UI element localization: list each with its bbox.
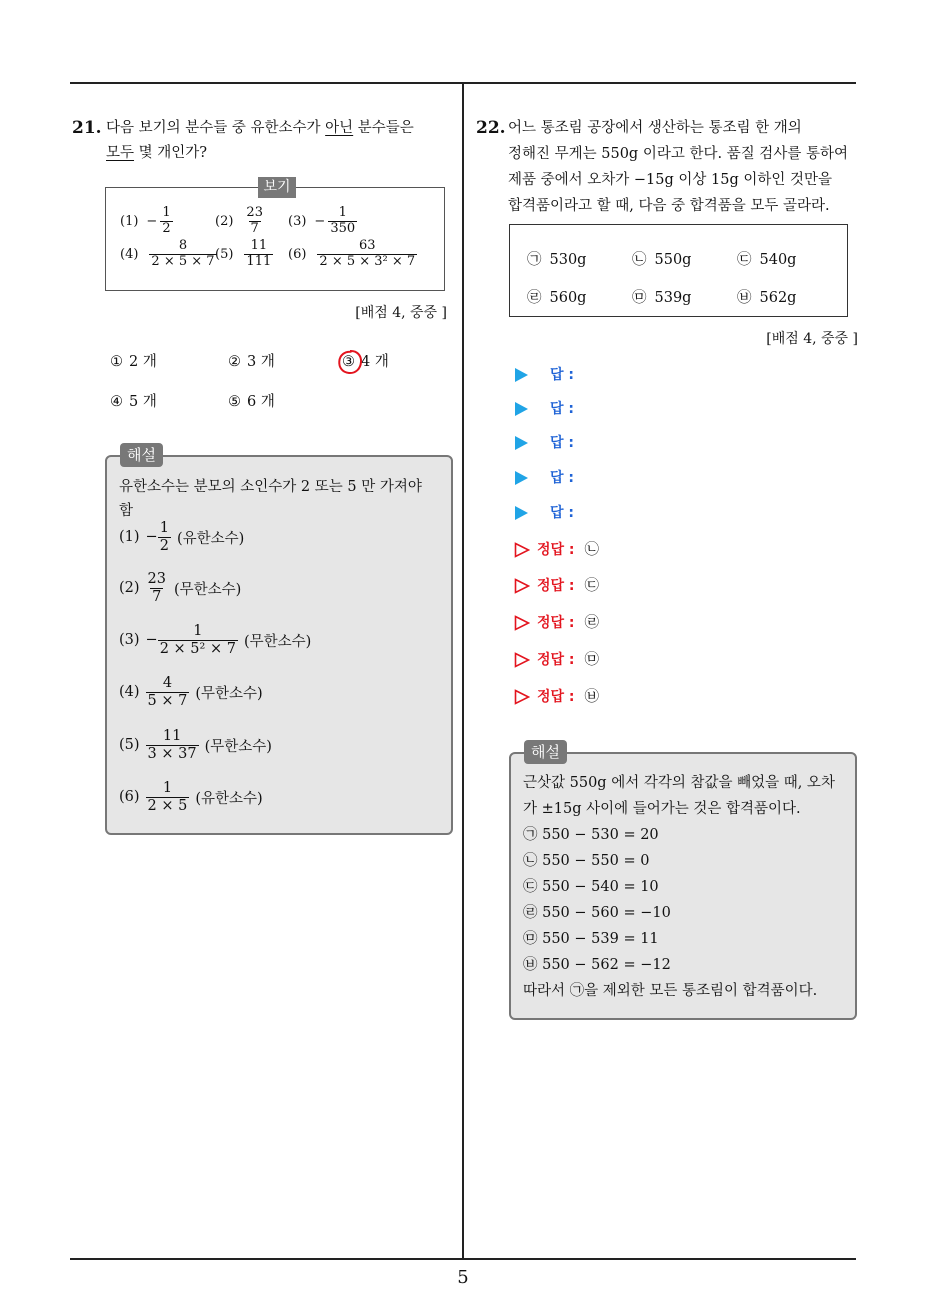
denominator: 350 <box>330 220 356 236</box>
option-3 <box>737 250 796 270</box>
denominator: 2 × 5 <box>147 797 188 814</box>
correct-answer-label: 정답 : <box>537 689 575 705</box>
item-label: (4) <box>120 246 139 262</box>
sign: − <box>145 529 158 546</box>
item-label: (5) <box>215 246 234 262</box>
choice-5 <box>228 392 275 412</box>
option-value: 550g <box>654 252 692 268</box>
explanation-line: ㉤ 550 − 539 = 11 <box>523 931 659 947</box>
correct-answer-value: ㉣ <box>584 615 600 631</box>
question-22-options-box <box>509 224 848 317</box>
selected-answer-circle-icon <box>337 349 363 375</box>
denominator: 2 <box>159 537 169 554</box>
choice-mark: ① <box>110 354 123 370</box>
explanation-item-6 <box>119 780 263 814</box>
item-note: (유한소수) <box>176 530 245 547</box>
correct-answer-label: 정답 : <box>537 578 575 594</box>
correct-answer-1 <box>514 540 599 560</box>
fraction <box>317 239 417 270</box>
bogi-item-1 <box>120 206 173 237</box>
correct-answer-3 <box>514 613 599 633</box>
answer-blank-3 <box>515 433 635 453</box>
option-mark: ㉣ <box>527 290 542 306</box>
fraction <box>149 239 216 270</box>
question-21-explanation-box <box>105 446 453 835</box>
item-label: (6) <box>119 789 140 806</box>
denominator: 2 × 5² × 7 <box>159 640 236 657</box>
option-mark: ㉠ <box>527 252 542 268</box>
denominator: 5 × 7 <box>147 692 188 709</box>
fraction <box>328 206 357 237</box>
fraction <box>158 520 171 554</box>
denominator: 3 × 37 <box>147 745 197 762</box>
play-triangle-icon <box>515 436 528 450</box>
explanation-line: ㉣ 550 − 560 = −10 <box>523 905 671 921</box>
question-22-line-3: 제품 중에서 오차가 −15g 이상 15g 이하인 것만을 <box>508 172 832 188</box>
question-22-score: [배점 4, 중중 ] <box>766 331 858 347</box>
answer-blank-5 <box>515 503 635 523</box>
denominator: 2 <box>162 220 171 236</box>
numerator: 4 <box>162 675 173 691</box>
numerator: 11 <box>162 728 182 744</box>
item-note: (유한소수) <box>195 790 263 807</box>
correct-answer-value: ㉥ <box>584 689 600 705</box>
correct-answer-5 <box>514 687 599 707</box>
choice-mark: ② <box>228 354 241 370</box>
answer-blank-1 <box>515 365 635 385</box>
bogi-item-6 <box>288 239 417 270</box>
choice-1 <box>110 352 157 372</box>
answer-label: 답 : <box>550 505 574 521</box>
item-label: (4) <box>119 684 140 701</box>
choice-text: 2 개 <box>129 354 157 370</box>
answer-blank-2 <box>515 399 635 419</box>
answer-label: 답 : <box>550 470 574 486</box>
explanation-item-5 <box>119 728 272 762</box>
explanation-item-4 <box>119 675 263 709</box>
choice-mark: ④ <box>110 394 123 410</box>
numerator: 1 <box>338 205 347 220</box>
outline-triangle-icon <box>514 578 530 594</box>
explanation-item-1 <box>119 520 244 554</box>
question-22-line-4: 합격품이라고 할 때, 다음 중 합격품을 모두 골라라. <box>508 198 830 214</box>
denominator: 7 <box>250 220 259 236</box>
text: 몇 개인가? <box>134 145 208 161</box>
bogi-item-5 <box>215 239 273 270</box>
play-triangle-icon <box>515 368 528 382</box>
choice-2 <box>228 352 275 372</box>
item-label: (5) <box>119 737 140 754</box>
item-label: (2) <box>215 213 234 229</box>
answer-label: 답 : <box>550 435 574 451</box>
choice-text: 6 개 <box>247 394 275 410</box>
bogi-item-2 <box>215 206 265 237</box>
option-4 <box>527 288 586 308</box>
option-value: 530g <box>549 252 587 268</box>
explanation-line: ㉥ 550 − 562 = −12 <box>523 957 671 973</box>
explanation-item-2 <box>119 571 241 605</box>
bottom-rule <box>70 1258 856 1260</box>
denominator: 7 <box>152 588 162 605</box>
choice-text: 3 개 <box>247 354 275 370</box>
outline-triangle-icon <box>514 542 530 558</box>
option-1 <box>527 250 586 270</box>
numerator: 23 <box>147 571 166 587</box>
item-note: (무한소수) <box>174 581 242 598</box>
choice-mark: ③ <box>342 354 355 370</box>
question-21-line-1 <box>106 115 414 141</box>
numerator: 63 <box>359 238 376 253</box>
correct-answer-label: 정답 : <box>537 542 575 558</box>
question-22-number: 22. <box>476 118 506 138</box>
sign: − <box>314 213 326 229</box>
column-divider <box>462 82 464 1259</box>
explanation-intro-line: 함 <box>119 503 134 519</box>
outline-triangle-icon <box>514 615 530 631</box>
option-2 <box>632 250 691 270</box>
choice-mark: ⑤ <box>228 394 241 410</box>
page-number: 5 <box>457 1267 469 1288</box>
numerator: 1 <box>159 520 169 536</box>
bogi-item-4 <box>120 239 217 270</box>
choice-text: 4 개 <box>361 354 389 370</box>
question-21-line-2 <box>106 140 207 166</box>
question-22-line-2: 정해진 무게는 550g 이라고 한다. 품질 검사를 통하여 <box>508 146 848 162</box>
item-label: (1) <box>120 213 139 229</box>
question-21-number: 21. <box>72 118 102 138</box>
item-note: (무한소수) <box>204 738 272 755</box>
explanation-line: ㉢ 550 − 540 = 10 <box>523 879 659 895</box>
outline-triangle-icon <box>514 689 530 705</box>
text: 분수들은 <box>353 120 414 136</box>
outline-triangle-icon <box>514 652 530 668</box>
explanation-line: ㉡ 550 − 550 = 0 <box>523 853 650 869</box>
fraction <box>146 571 168 605</box>
play-triangle-icon <box>515 471 528 485</box>
correct-answer-value: ㉢ <box>584 578 600 594</box>
item-label: (3) <box>119 632 140 649</box>
item-label: (6) <box>288 246 307 262</box>
option-value: 560g <box>549 290 587 306</box>
item-note: (무한소수) <box>243 633 312 650</box>
option-value: 562g <box>759 290 797 306</box>
play-triangle-icon <box>515 402 528 416</box>
fraction <box>244 206 265 237</box>
choice-4 <box>110 392 157 412</box>
denominator: 111 <box>246 253 272 269</box>
answer-label: 답 : <box>550 367 574 383</box>
sign: − <box>145 632 158 649</box>
text: 다음 보기의 분수들 중 유한소수가 <box>106 120 326 136</box>
explanation-line: 근삿값 550g 에서 각각의 참값을 빼었을 때, 오차 <box>523 775 835 791</box>
fraction <box>146 728 199 762</box>
option-mark: ㉡ <box>632 252 647 268</box>
sign: − <box>146 213 158 229</box>
correct-answer-value: ㉡ <box>584 542 600 558</box>
option-mark: ㉤ <box>632 290 647 306</box>
numerator: 8 <box>178 238 188 253</box>
denominator: 2 × 5 × 7 <box>151 253 215 269</box>
explanation-line: ㉠ 550 − 530 = 20 <box>523 827 659 843</box>
explanation-label: 해설 <box>120 443 163 467</box>
bogi-item-3 <box>288 206 357 237</box>
option-value: 539g <box>654 290 692 306</box>
correct-answer-label: 정답 : <box>537 652 575 668</box>
fraction <box>160 206 172 237</box>
numerator: 1 <box>162 780 173 796</box>
item-label: (1) <box>119 529 140 546</box>
option-mark: ㉥ <box>737 290 752 306</box>
option-mark: ㉢ <box>737 252 752 268</box>
item-label: (2) <box>119 580 140 597</box>
underlined-text: 모두 <box>106 145 135 161</box>
fraction <box>146 675 190 709</box>
bogi-label: 보기 <box>258 177 296 198</box>
question-22-line-1: 어느 통조림 공장에서 생산하는 통조림 한 개의 <box>508 120 802 136</box>
option-5 <box>632 288 691 308</box>
explanation-label: 해설 <box>524 740 567 764</box>
numerator: 1 <box>193 623 203 639</box>
denominator: 2 × 5 × 3² × 7 <box>319 253 416 269</box>
underlined-text: 아닌 <box>325 120 354 136</box>
fraction <box>158 623 238 657</box>
option-6 <box>737 288 796 308</box>
fraction <box>244 239 273 270</box>
choice-text: 5 개 <box>129 394 157 410</box>
question-21-score: [배점 4, 중중 ] <box>355 305 447 321</box>
explanation-line: 가 ±15g 사이에 들어가는 것은 합격품이다. <box>523 801 801 817</box>
item-label: (3) <box>288 213 307 229</box>
option-value: 540g <box>759 252 797 268</box>
numerator: 23 <box>246 205 263 220</box>
bogi-box <box>105 179 445 291</box>
explanation-item-3 <box>119 623 311 657</box>
numerator: 11 <box>250 238 268 253</box>
play-triangle-icon <box>515 506 528 520</box>
correct-answer-value: ㉤ <box>584 652 600 668</box>
answer-blank-4 <box>515 468 635 488</box>
correct-answer-2 <box>514 576 599 596</box>
explanation-line: 따라서 ㉠을 제외한 모든 통조림이 합격품이다. <box>523 983 818 999</box>
fraction <box>146 780 190 814</box>
correct-answer-label: 정답 : <box>537 615 575 631</box>
correct-answer-4 <box>514 650 599 670</box>
item-note: (무한소수) <box>195 685 263 702</box>
numerator: 1 <box>162 205 171 220</box>
question-22-explanation-box <box>509 743 857 1020</box>
explanation-intro-line: 유한소수는 분모의 소인수가 2 또는 5 만 가져야 <box>119 479 422 495</box>
answer-label: 답 : <box>550 401 574 417</box>
